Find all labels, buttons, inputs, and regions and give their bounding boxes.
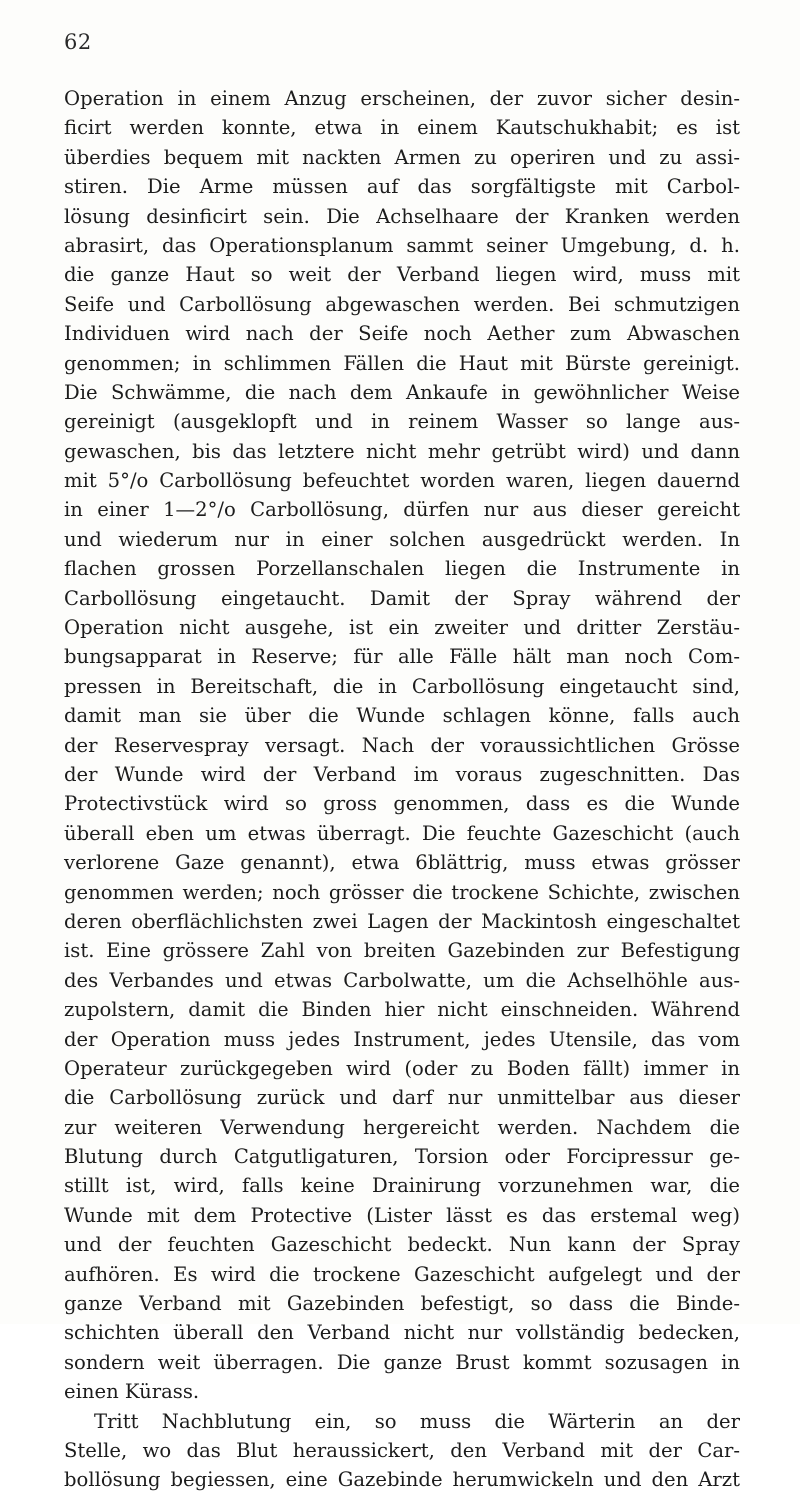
text-line: aufhören. Es wird die trockene Gazeschicht aufgelegt und der [64, 1262, 740, 1286]
text-line: Individuen wird nach der Seife noch Aether zum Abwaschen [64, 322, 740, 346]
page-number: 62 [64, 30, 92, 54]
text-line: stillt ist, wird, falls keine Drainirung vorzunehmen war, die [64, 1174, 740, 1198]
text-line: ficirt werden konnte, etwa in einem Kautschukhabit; es ist [64, 116, 740, 140]
text-line: einen Kürass. [64, 1380, 200, 1404]
text-line: Carbollösung eingetaucht. Damit der Spray während der [64, 586, 740, 610]
text-line: Operateur zurückgegeben wird (oder zu Boden fällt) immer in [64, 1056, 740, 1080]
text-line: überdies bequem mit nackten Armen zu operiren und zu assi- [64, 145, 740, 169]
text-line: gereinigt (ausgeklopft und in reinem Wasser so lange aus- [64, 410, 740, 434]
text-line: Stelle, wo das Blut heraussickert, den Verband mit der Car- [64, 1438, 740, 1462]
text-line: lösung desinficirt sein. Die Achselhaare der Kranken werden [64, 204, 740, 228]
text-line: Protectivstück wird so gross genommen, dass es die Wunde [64, 792, 740, 816]
text-line: ganze Verband mit Gazebinden befestigt, so dass die Binde- [64, 1292, 740, 1316]
text-line: und wiederum nur in einer solchen ausgedrückt werden. In [64, 527, 740, 551]
text-line: der Operation muss jedes Instrument, jedes Utensile, das vom [64, 1027, 740, 1051]
text-line: Seife und Carbollösung abgewaschen werden. Bei schmutzigen [64, 292, 740, 316]
text-line: Die Schwämme, die nach dem Ankaufe in gewöhnlicher Weise [64, 380, 740, 404]
text-line: der Reservespray versagt. Nach der voraussichtlichen Grösse [64, 733, 740, 757]
text-line: abrasirt, das Operationsplanum sammt seiner Umgebung, d. h. [64, 233, 740, 257]
text-line: überall eben um etwas überragt. Die feuchte Gazeschicht (auch [64, 821, 740, 845]
text-line: ist. Eine grössere Zahl von breiten Gazebinden zur Befestigung [64, 939, 740, 963]
text-line: zur weiteren Verwendung hergereicht werden. Nachdem die [64, 1115, 740, 1139]
text-line: Operation nicht ausgehe, ist ein zweiter und dritter Zerstäu- [64, 616, 740, 640]
text-line: mit 5°/o Carbollösung befeuchtet worden waren, liegen dauernd [64, 469, 740, 493]
text-line: deren oberflächlichsten zwei Lagen der Mackintosh eingeschaltet [64, 909, 740, 933]
text-line: die Carbollösung zurück und darf nur unmittelbar aus dieser [64, 1086, 740, 1110]
text-line: stiren. Die Arme müssen auf das sorgfältigste mit Carbol- [64, 175, 740, 199]
text-line: Wunde mit dem Protective (Lister lässt es das erstemal weg) [64, 1203, 740, 1227]
text-line: schichten überall den Verband nicht nur vollständig bedecken, [64, 1321, 740, 1345]
text-line: Tritt Nachblutung ein, so muss die Wärterin an der [94, 1409, 740, 1433]
text-line: gewaschen, bis das letztere nicht mehr getrübt wird) und dann [64, 439, 740, 463]
text-line: bungsapparat in Reserve; für alle Fälle hält man noch Com- [64, 645, 740, 669]
text-line: genommen werden; noch grösser die trockene Schichte, zwischen [64, 880, 740, 904]
text-line: flachen grossen Porzellanschalen liegen die Instrumente in [64, 557, 740, 581]
text-line: zupolstern, damit die Binden hier nicht einschneiden. Während [64, 998, 740, 1022]
text-line: bollösung begiessen, eine Gazebinde herumwickeln und den Arzt [64, 1468, 740, 1492]
body-text [64, 84, 740, 1495]
text-line: Blutung durch Catgutligaturen, Torsion oder Forcipressur ge- [64, 1145, 740, 1169]
text-line: sondern weit überragen. Die ganze Brust kommt sozusagen in [64, 1350, 740, 1374]
text-line: und der feuchten Gazeschicht bedeckt. Nun kann der Spray [64, 1233, 740, 1257]
text-line: Operation in einem Anzug erscheinen, der zuvor sicher desin- [64, 87, 740, 110]
text-line: des Verbandes und etwas Carbolwatte, um die Achselhöhle aus- [64, 968, 740, 992]
text-line: der Wunde wird der Verband im voraus zugeschnitten. Das [64, 762, 740, 786]
text-line: in einer 1—2°/o Carbollösung, dürfen nur aus dieser gereicht [64, 498, 740, 522]
text-line: genommen; in schlimmen Fällen die Haut mit Bürste gereinigt. [64, 351, 740, 375]
text-line: die ganze Haut so weit der Verband liegen wird, muss mit [64, 263, 740, 287]
text-line: verlorene Gaze genannt), etwa 6blättrig, muss etwas grösser [64, 851, 740, 875]
text-line: damit man sie über die Wunde schlagen könne, falls auch [64, 704, 740, 728]
text-line: pressen in Bereitschaft, die in Carbollösung eingetaucht sind, [64, 674, 740, 698]
